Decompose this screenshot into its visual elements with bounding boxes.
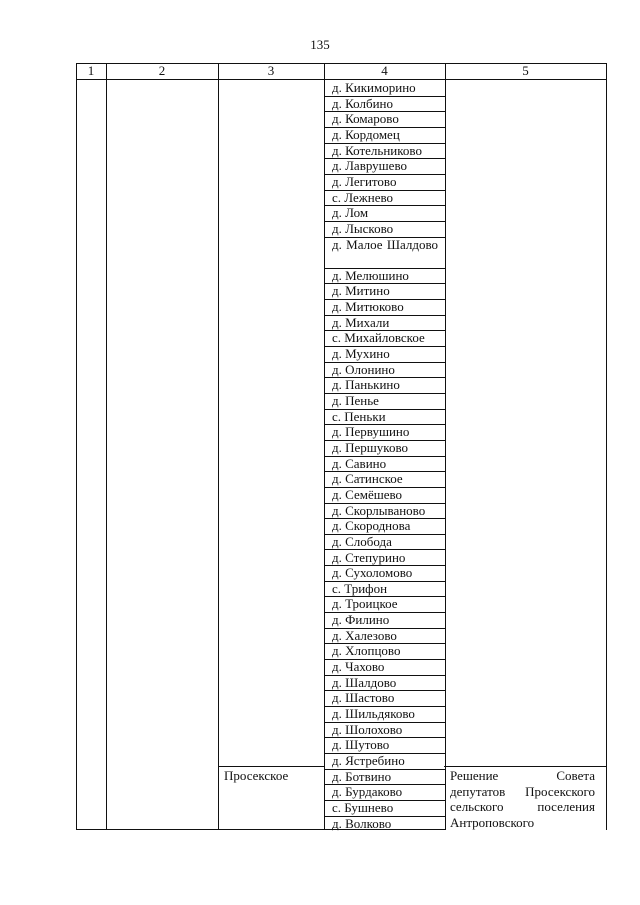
- village-cell: д. Шолохово: [332, 721, 403, 737]
- village-cell: д. Митюково: [332, 299, 404, 315]
- village-cell: д. Семёшево: [332, 486, 403, 502]
- village-cell: д. Кордомец: [332, 126, 400, 142]
- village-cell: д. Филино: [332, 612, 390, 628]
- village-cell: д. Першуково: [332, 439, 408, 455]
- village-cell: д. Мелюшино: [332, 267, 409, 283]
- village-cell: д. Савино: [332, 455, 387, 471]
- column-header-5: 5: [522, 63, 529, 78]
- village-cell: д. Лом: [332, 205, 369, 221]
- column-header-1: 1: [87, 63, 95, 78]
- village-cell: д. Ястребино: [332, 752, 405, 768]
- village-cell: д. Хлопцово: [332, 643, 401, 659]
- village-cell: д. Кикиморино: [332, 80, 416, 95]
- decision-body: Решение Совета депутатов Просекского сельского поселения Антроповского: [450, 768, 595, 830]
- village-cell: д. Первушино: [332, 424, 410, 440]
- village-cell: д. Чахово: [332, 659, 385, 675]
- village-cell: д. Колбино: [332, 95, 393, 111]
- village-cell: д. Олонино: [332, 361, 395, 377]
- village-cell: д. Комарово: [332, 111, 399, 127]
- village-cell: с. Пеньки: [332, 408, 386, 424]
- village-cell: д. Легитово: [332, 173, 397, 189]
- settlement-name: Просекское: [224, 768, 289, 783]
- village-cell: д. Слобода: [332, 533, 392, 549]
- village-cell: д. Ботвино: [332, 768, 392, 784]
- village-cell: д. Шастово: [332, 690, 395, 706]
- village-cell: с. Трифон: [332, 580, 388, 596]
- village-cell: д. Сухоломово: [332, 565, 413, 581]
- village-cell: д. Котельниково: [332, 142, 422, 158]
- column-header-4: 4: [381, 63, 388, 78]
- village-cell: д. Лысково: [332, 220, 394, 236]
- village-cell: с. Лежнево: [332, 189, 394, 205]
- village-cell: д. Троицкое: [332, 596, 398, 612]
- village-cell: д. Степурино: [332, 549, 406, 565]
- village-cell: д. Михали: [332, 314, 390, 330]
- village-cell: д. Сатинское: [332, 471, 403, 487]
- column-header-2: 2: [158, 63, 166, 78]
- village-cell: с. Михайловское: [332, 330, 425, 346]
- village-cell: д. Панькино: [332, 377, 400, 393]
- village-cell: д. Скорлываново: [332, 502, 426, 518]
- village-cell: д. Мухино: [332, 346, 390, 362]
- village-cell: д. Лаврушево: [332, 158, 407, 174]
- village-cell: д. Волково: [332, 815, 392, 831]
- village-cell: д. Пенье: [332, 393, 379, 408]
- village-cell: с. Бушнево: [332, 799, 394, 815]
- village-cell: д. Скороднова: [332, 518, 411, 534]
- column-header-3: 3: [267, 63, 275, 78]
- village-cell: д. Халезово: [332, 627, 397, 643]
- village-cell: д. Бурдаково: [332, 784, 403, 800]
- village-cell: д. Митино: [332, 283, 390, 299]
- village-cell: д. Шутово: [332, 737, 390, 753]
- decision-text: [450, 768, 595, 830]
- page-number: 135: [310, 37, 330, 52]
- village-cell: д. Шильдяково: [332, 706, 415, 721]
- village-cell: д. Малое Шалдово: [332, 236, 438, 252]
- village-cell: д. Шалдово: [332, 674, 397, 690]
